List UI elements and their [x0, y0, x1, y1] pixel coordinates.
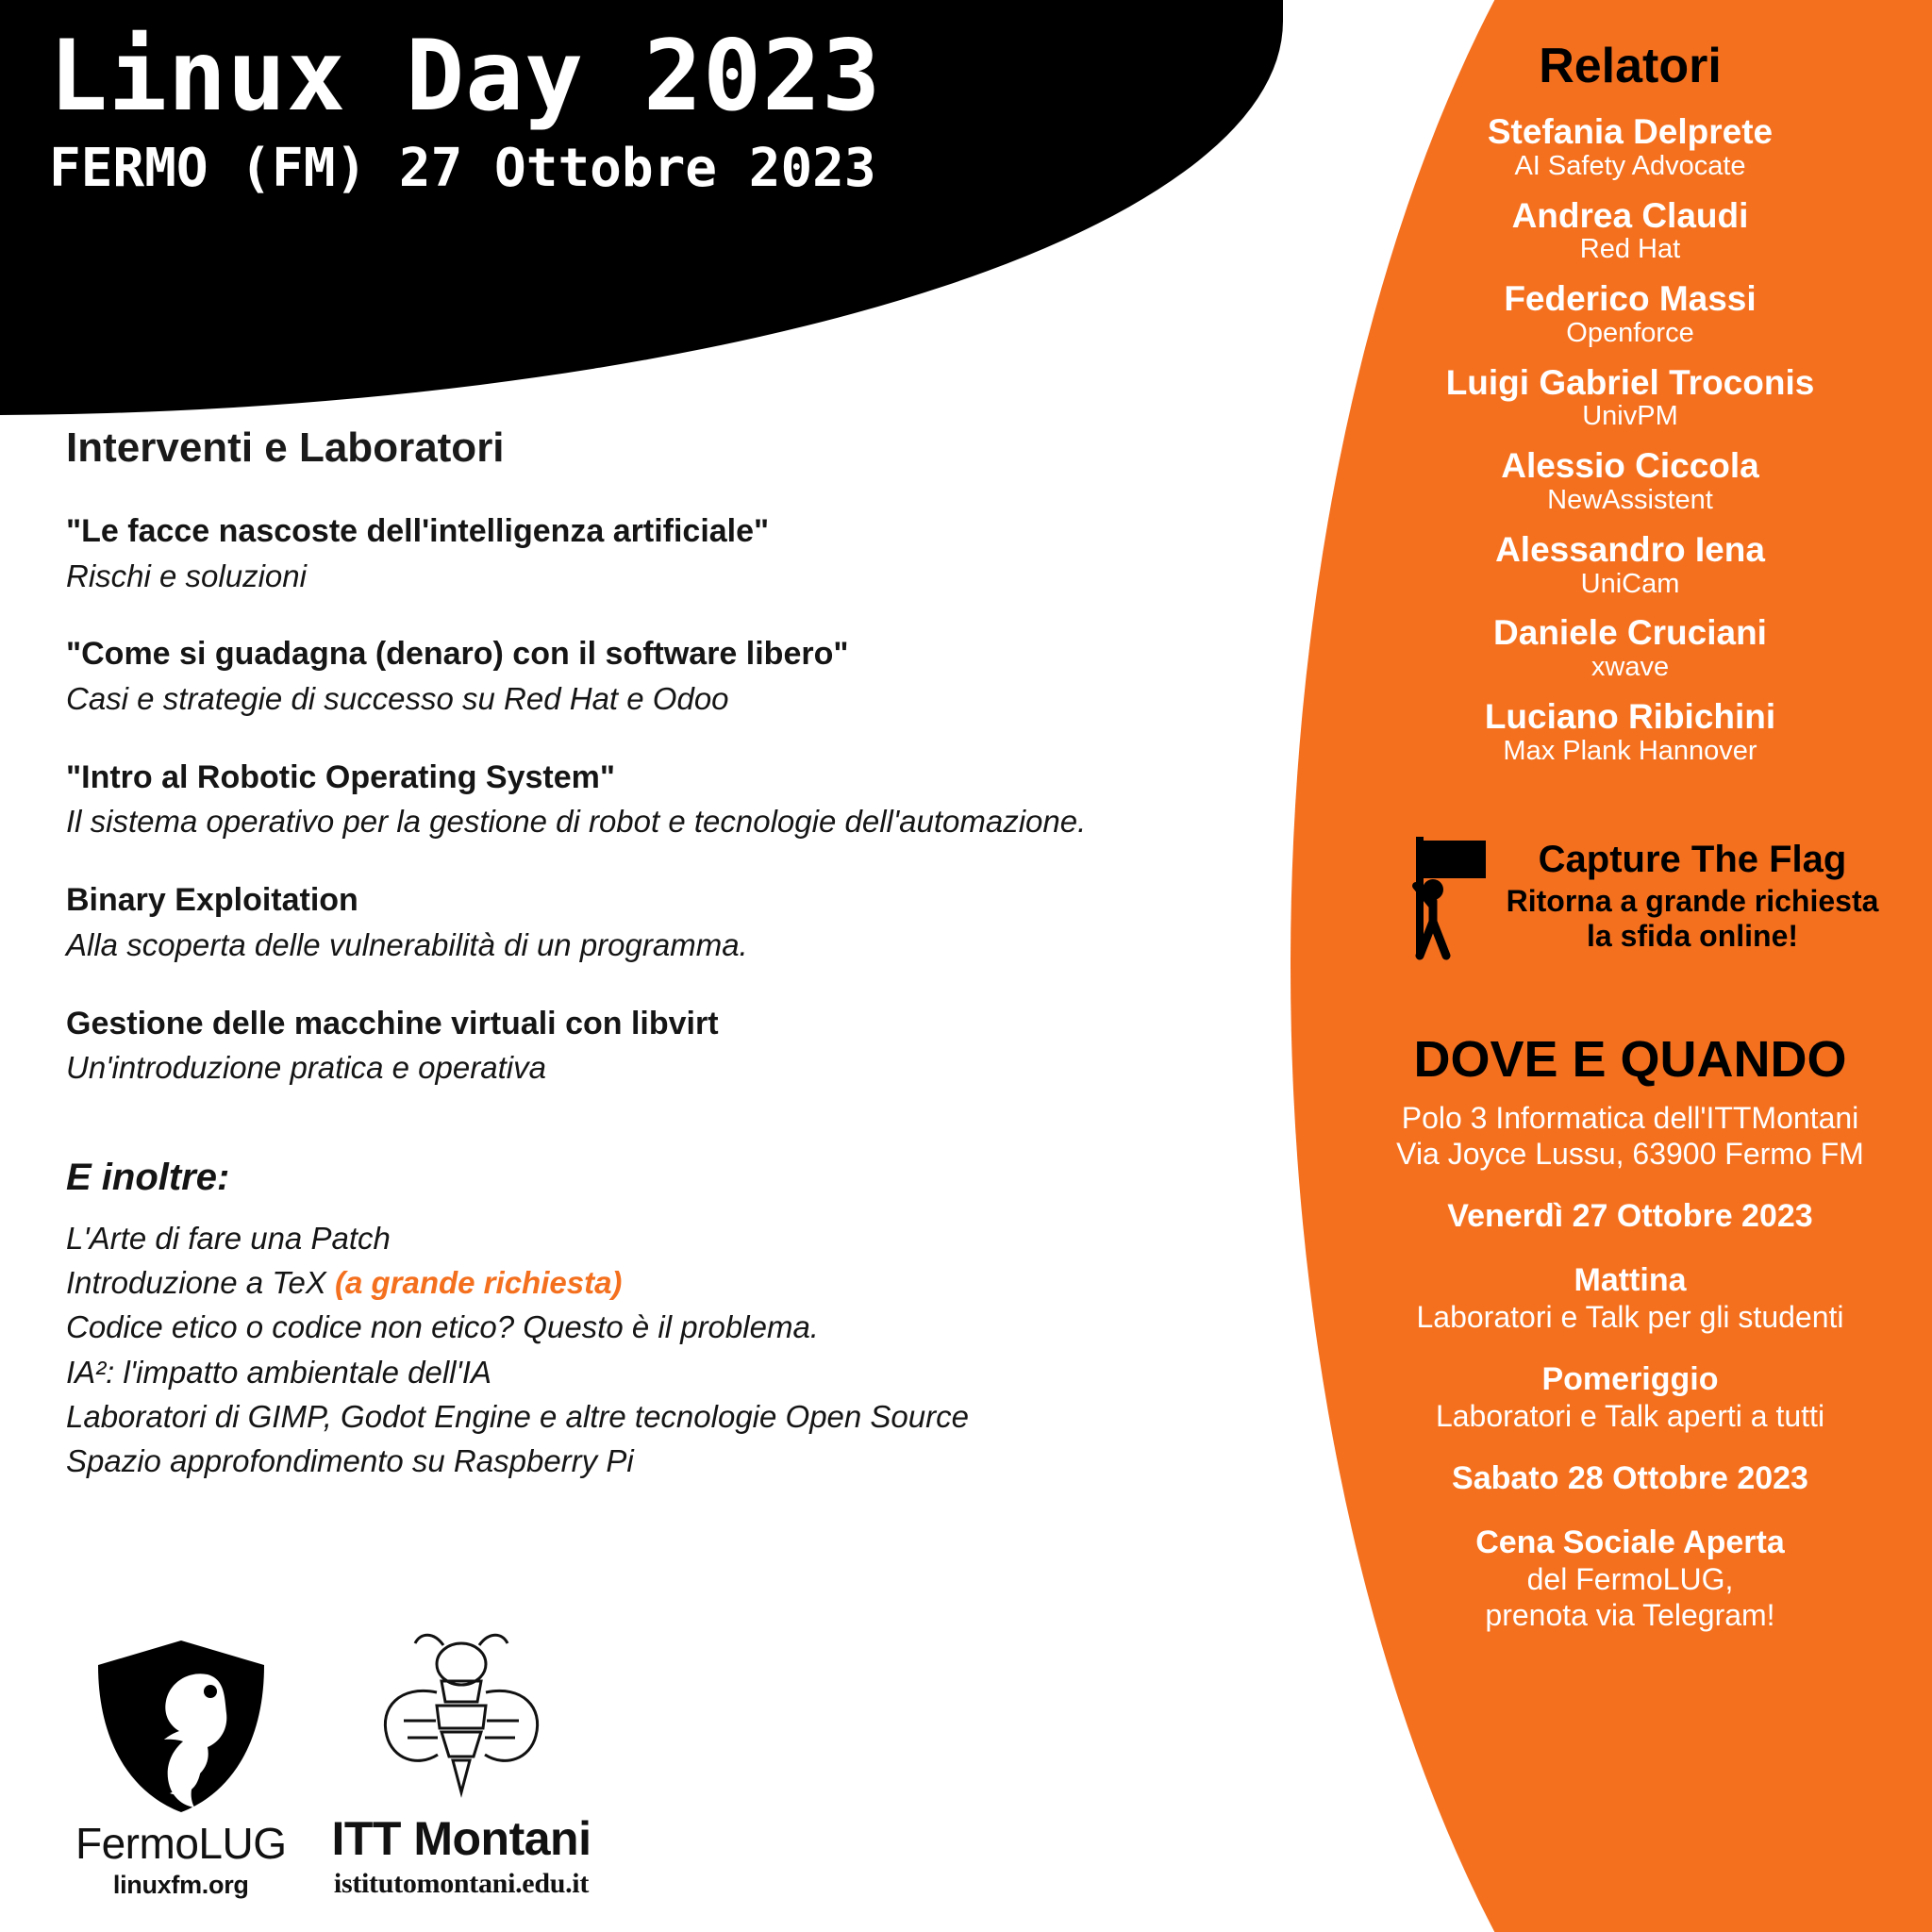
- ctf-title: Capture The Flag: [1538, 839, 1847, 881]
- talk-description: Casi e strategie di successo su Red Hat e Odoo: [66, 680, 729, 716]
- speaker-item: [1347, 447, 1913, 516]
- extra-text: Codice etico o codice non etico? Questo è il problema.: [66, 1309, 819, 1345]
- talk-title: "Le facce nascoste dell'intelligenza artificiale": [66, 513, 770, 549]
- logo-fermolug: [75, 1637, 286, 1900]
- logo-url: istitutomontani.edu.it: [333, 1868, 590, 1899]
- extra-item: [66, 1394, 1245, 1439]
- speakers-heading: Relatori: [1539, 39, 1722, 93]
- page-subtitle: FERMO (FM) 27 Ottobre 2023: [49, 138, 876, 200]
- schedule-title: Venerdì 27 Ottobre 2023: [1447, 1198, 1813, 1235]
- ctf-section: [1347, 824, 1913, 970]
- speaker-org: Max Plank Hannover: [1503, 735, 1757, 766]
- logo-name: ITT Montani: [331, 1812, 591, 1865]
- schedule-block: [1347, 1361, 1913, 1434]
- talk-item: [66, 634, 1245, 719]
- talk-item: [66, 1004, 1245, 1089]
- talk-item: [66, 511, 1245, 596]
- schedule-title: Cena Sociale Aperta: [1475, 1524, 1785, 1560]
- extra-text: Introduzione a TeX: [66, 1265, 335, 1301]
- talk-item: [66, 880, 1245, 965]
- ctf-line-2: la sfida online!: [1586, 919, 1799, 954]
- extra-text: IA²: l'impatto ambientale dell'IA: [66, 1354, 491, 1390]
- logo-url: linuxfm.org: [112, 1871, 249, 1899]
- logo-ittmontani: [331, 1630, 591, 1900]
- speaker-org: AI Safety Advocate: [1514, 150, 1746, 181]
- schedule-block: [1347, 1262, 1913, 1335]
- schedule-block: [1347, 1460, 1913, 1497]
- ctf-text-block: [1507, 839, 1879, 954]
- where-when-heading: DOVE E QUANDO: [1413, 1030, 1847, 1088]
- logo-row: [75, 1630, 591, 1900]
- speaker-name: Luigi Gabriel Troconis: [1445, 362, 1815, 402]
- logo-name: FermoLUG: [75, 1819, 287, 1868]
- ctf-line-1: Ritorna a grande richiesta: [1506, 884, 1879, 919]
- poster-title-group: [49, 21, 881, 199]
- speaker-name: Stefania Delprete: [1487, 112, 1774, 151]
- speaker-org: Red Hat: [1579, 234, 1681, 265]
- schedule-line: Laboratori e Talk per gli studenti: [1416, 1299, 1844, 1334]
- talk-title: Binary Exploitation: [66, 882, 358, 919]
- speaker-name: Federico Massi: [1504, 279, 1757, 319]
- speaker-org: xwave: [1591, 652, 1670, 683]
- speaker-name: Andrea Claudi: [1511, 195, 1749, 235]
- talk-title: Gestione delle macchine virtuali con libvirt: [66, 1005, 719, 1041]
- schedule-title: Sabato 28 Ottobre 2023: [1452, 1460, 1808, 1497]
- page-title: Linux Day 2023: [49, 20, 882, 133]
- talk-title: "Come si guadagna (denaro) con il software libero": [66, 636, 849, 673]
- speaker-item: [1347, 113, 1913, 182]
- schedule-block: [1347, 1524, 1913, 1634]
- extra-highlight: (a grande richiesta): [334, 1265, 623, 1301]
- section-heading-interventi: Interventi e Laboratori: [66, 425, 505, 471]
- talk-description: Alla scoperta delle vulnerabilità di un programma.: [66, 926, 748, 962]
- schedule-line: prenota via Telegram!: [1485, 1598, 1775, 1633]
- extra-item: [66, 1216, 1245, 1260]
- speaker-item: [1347, 280, 1913, 349]
- extra-item: [66, 1350, 1245, 1394]
- schedule-line: Laboratori e Talk aperti a tutti: [1435, 1399, 1825, 1434]
- speaker-org: NewAssistent: [1547, 485, 1713, 515]
- speaker-name: Luciano Ribichini: [1484, 697, 1776, 737]
- talk-title: "Intro al Robotic Operating System": [66, 758, 615, 795]
- speaker-item: [1347, 614, 1913, 683]
- speaker-item: [1347, 364, 1913, 433]
- talk-description: Rischi e soluzioni: [66, 558, 307, 593]
- program-column: [66, 425, 1245, 1483]
- extra-item: [66, 1439, 1245, 1483]
- extra-text: Spazio approfondimento su Raspberry Pi: [66, 1442, 634, 1478]
- schedule-title: Pomeriggio: [1541, 1360, 1719, 1397]
- flag-bearer-icon: [1391, 824, 1495, 970]
- speaker-org: Openforce: [1566, 317, 1694, 348]
- speaker-name: Daniele Cruciani: [1493, 613, 1767, 653]
- talk-description: Il sistema operativo per la gestione di robot e tecnologie dell'automazione.: [66, 804, 1087, 840]
- speaker-item: [1347, 197, 1913, 266]
- extra-text: L'Arte di fare una Patch: [66, 1220, 391, 1256]
- extra-item: [66, 1305, 1245, 1349]
- extra-item: [66, 1260, 1245, 1305]
- schedule-title: Mattina: [1574, 1261, 1687, 1298]
- talk-item: [66, 758, 1245, 842]
- speaker-name: Alessio Ciccola: [1501, 446, 1759, 486]
- side-panel-content: [1328, 0, 1932, 1932]
- venue-address-line-2: Via Joyce Lussu, 63900 Fermo FM: [1396, 1137, 1864, 1172]
- speaker-name: Alessandro Iena: [1495, 529, 1765, 569]
- schedule-block: [1347, 1198, 1913, 1235]
- speaker-item: [1347, 698, 1913, 767]
- speaker-org: UniCam: [1580, 568, 1680, 599]
- speaker-org: UnivPM: [1582, 401, 1678, 432]
- schedule-line: del FermoLUG,: [1526, 1561, 1734, 1596]
- talk-description: Un'introduzione pratica e operativa: [66, 1050, 546, 1086]
- venue-address-line-1: Polo 3 Informatica dell'ITTMontani: [1401, 1100, 1859, 1135]
- speaker-item: [1347, 531, 1913, 600]
- extras-heading: E inoltre:: [66, 1156, 230, 1198]
- penguin-shield-icon: [75, 1637, 286, 1816]
- bee-icon: [331, 1630, 591, 1809]
- extra-text: Laboratori di GIMP, Godot Engine e altre tecnologie Open Source: [66, 1398, 969, 1434]
